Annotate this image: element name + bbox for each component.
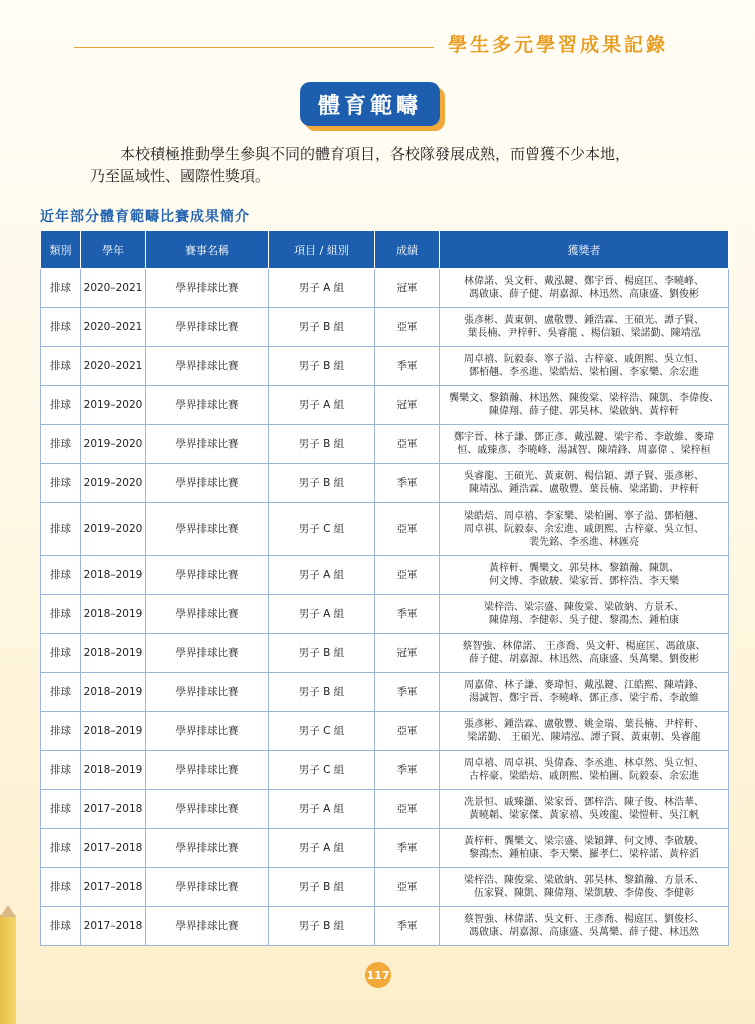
winners-cell: [440, 464, 729, 503]
table-row: [41, 907, 729, 946]
winners-line: 龔樂文、黎鎮瀚、林迅然、陳俊棠、梁梓浩、陳凱、李偉俊、: [449, 393, 719, 404]
group-cell: 男子 C 組: [269, 751, 375, 790]
year-cell: 2018–2019: [81, 712, 146, 751]
winners-line: 恒、戚臻彥、李曉峰、湯誠智、陳靖鋒、周嘉偉 、梁梓桓: [457, 445, 711, 456]
event-cell: 學界排球比賽: [146, 829, 269, 868]
winners-line: 馮啟康、胡嘉源、高康盛、吳萬樂、薛子健、林迅然: [469, 927, 699, 938]
result-cell: 季軍: [375, 829, 440, 868]
winners-cell: [440, 269, 729, 308]
year-cell: 2018–2019: [81, 673, 146, 712]
year-cell: 2020–2021: [81, 269, 146, 308]
result-cell: 季軍: [375, 907, 440, 946]
pencil-decoration: [0, 915, 16, 1024]
result-cell: 季軍: [375, 595, 440, 634]
winners-cell: [440, 673, 729, 712]
table-row: [41, 386, 729, 425]
year-cell: 2018–2019: [81, 556, 146, 595]
group-cell: 男子 A 組: [269, 269, 375, 308]
table-row: [41, 269, 729, 308]
winners-cell: [440, 308, 729, 347]
header-winners: 獲獎者: [440, 231, 729, 269]
page-header-title: 學生多元學習成果記錄: [448, 34, 669, 56]
table-row: [41, 503, 729, 556]
group-cell: 男子 B 組: [269, 425, 375, 464]
winners-line: 伍家賢、陳凱、陳偉翔、梁凱駿、李偉俊、李健彰: [474, 888, 694, 899]
winners-line: 黃梓軒、龔樂文、郭昊林、黎鎮瀚、陳凱、: [489, 563, 679, 574]
winners-cell: [440, 751, 729, 790]
winners-line: 吳睿龍、王碩光、黃東朝、楊信穎、譚子賢、張彥彬、: [464, 471, 704, 482]
winners-line: 馮啟康、薛子健、胡嘉源、林迅然、高康盛、劉俊彬: [469, 289, 699, 300]
winners-cell: [440, 634, 729, 673]
group-cell: 男子 A 組: [269, 829, 375, 868]
table-row: [41, 673, 729, 712]
category-cell: 排球: [41, 503, 81, 556]
result-cell: 季軍: [375, 673, 440, 712]
winners-cell: [440, 790, 729, 829]
intro-paragraph: [90, 143, 690, 187]
category-cell: 排球: [41, 868, 81, 907]
winners-line: 梁皓焙、周卓禧、李家樂、梁柏圖、寧子溢、鄧栢翹、: [464, 510, 704, 522]
group-cell: 男子 B 組: [269, 673, 375, 712]
table-row: [41, 634, 729, 673]
intro-line-1: 本校積極推動學生參與不同的體育項目，各校隊發展成熟，而曾獲不少本地，: [120, 145, 631, 163]
year-cell: 2017–2018: [81, 868, 146, 907]
category-cell: 排球: [41, 751, 81, 790]
event-cell: 學界排球比賽: [146, 386, 269, 425]
winners-cell: [440, 829, 729, 868]
category-cell: 排球: [41, 386, 81, 425]
table-row: [41, 751, 729, 790]
event-cell: 學界排球比賽: [146, 308, 269, 347]
result-cell: 冠軍: [375, 269, 440, 308]
group-cell: 男子 B 組: [269, 464, 375, 503]
category-cell: 排球: [41, 829, 81, 868]
result-cell: 亞軍: [375, 556, 440, 595]
pencil-tip-decoration: [0, 905, 16, 917]
winners-cell: [440, 503, 729, 556]
result-cell: 亞軍: [375, 712, 440, 751]
category-cell: 排球: [41, 673, 81, 712]
table-row: [41, 347, 729, 386]
event-cell: 學界排球比賽: [146, 425, 269, 464]
group-cell: 男子 B 組: [269, 868, 375, 907]
category-cell: 排球: [41, 347, 81, 386]
category-cell: 排球: [41, 790, 81, 829]
group-cell: 男子 B 組: [269, 308, 375, 347]
category-cell: 排球: [41, 907, 81, 946]
category-cell: 排球: [41, 308, 81, 347]
section-badge: 體育範疇: [300, 82, 440, 126]
category-cell: 排球: [41, 634, 81, 673]
result-cell: 亞軍: [375, 790, 440, 829]
table-row: [41, 556, 729, 595]
year-cell: 2018–2019: [81, 595, 146, 634]
year-cell: 2017–2018: [81, 790, 146, 829]
winners-line: 黃梓軒、龔樂文、梁宗盛、梁穎鏵、何文博、李啟駿、: [464, 836, 704, 847]
table-row: [41, 868, 729, 907]
winners-line: 張彥彬、黃東朝、盧敬豐、鍾浩霖、王碩光、譚子賢、: [464, 315, 704, 326]
event-cell: 學界排球比賽: [146, 347, 269, 386]
category-cell: 排球: [41, 556, 81, 595]
winners-line: 蔡智強、林偉諾、 王彥喬、吳文軒、楊庭匡、馮啟康、: [462, 641, 706, 652]
year-cell: 2019–2020: [81, 464, 146, 503]
event-cell: 學界排球比賽: [146, 464, 269, 503]
winners-line: 鄭宇晉、林子謙、鄧正彥、戴泓鍵、梁宇希、李敢維、麥瑋: [454, 432, 714, 443]
winners-line: 周卓禧、阮毅泰、寧子溢、古梓豪、戚朗熙、吳立恒、: [464, 354, 704, 365]
table-title: 近年部分體育範疇比賽成果簡介: [40, 209, 250, 225]
winners-cell: [440, 907, 729, 946]
result-cell: 冠軍: [375, 634, 440, 673]
winners-line: 薛子健、胡嘉源、林迅然、高康盛、吳萬樂、劉俊彬: [469, 654, 699, 665]
event-cell: 學界排球比賽: [146, 790, 269, 829]
table-row: [41, 595, 729, 634]
result-cell: 季軍: [375, 751, 440, 790]
category-cell: 排球: [41, 425, 81, 464]
group-cell: 男子 A 組: [269, 595, 375, 634]
winners-cell: [440, 386, 729, 425]
result-cell: 季軍: [375, 347, 440, 386]
winners-cell: [440, 556, 729, 595]
event-cell: 學界排球比賽: [146, 634, 269, 673]
winners-line: 古梓豪、梁皓焙、戚朗熙、梁柏圖、阮毅泰、余宏進: [469, 771, 699, 782]
group-cell: 男子 B 組: [269, 634, 375, 673]
winners-line: 何文博、李啟駿、梁家晉、鄧梓浩、李天樂: [489, 576, 679, 587]
winners-cell: [440, 712, 729, 751]
winners-line: 裴先銘、李丞進、林匯亮: [529, 536, 639, 548]
table-row: [41, 790, 729, 829]
winners-line: 梁梓浩、陳俊棠、梁啟納、郭昊林、黎鎮瀚、方景禾、: [464, 875, 704, 886]
group-cell: 男子 B 組: [269, 907, 375, 946]
table-row: [41, 464, 729, 503]
winners-line: 周卓祺、阮毅泰、余宏進、戚朗熙、古梓豪、吳立恒、: [464, 523, 704, 535]
category-cell: 排球: [41, 269, 81, 308]
table-row: [41, 308, 729, 347]
table-header-row: [41, 231, 729, 269]
winners-line: 蔡智強、林偉諾、吳文軒、王彥喬、楊庭匡、劉俊杉、: [464, 914, 704, 925]
winners-line: 黃曉韜、梁家傑、黃家禧、吳竣龍、梁愷軒、吳江帆: [469, 810, 699, 821]
year-cell: 2018–2019: [81, 751, 146, 790]
result-cell: 亞軍: [375, 425, 440, 464]
winners-line: 陳偉翔、薛子健、郭昊林、梁啟納、黃梓軒: [489, 406, 679, 417]
year-cell: 2020–2021: [81, 347, 146, 386]
header-group: 項目 / 組別: [269, 231, 375, 269]
event-cell: 學界排球比賽: [146, 269, 269, 308]
header-year: 學年: [81, 231, 146, 269]
event-cell: 學界排球比賽: [146, 556, 269, 595]
group-cell: 男子 C 組: [269, 712, 375, 751]
year-cell: 2019–2020: [81, 425, 146, 464]
table-row: [41, 829, 729, 868]
event-cell: 學界排球比賽: [146, 673, 269, 712]
winners-line: 梁梓浩、梁宗盛、陳俊棠、梁啟納、方景禾、: [484, 602, 684, 613]
table-row: [41, 425, 729, 464]
group-cell: 男子 B 組: [269, 347, 375, 386]
winners-line: 陳偉翔、李健彰、吳子健、黎鴻杰、鍾柏康: [489, 615, 679, 626]
winners-line: 鄧栢翹、李丞進、梁皓焙、梁柏圖、李家樂、余宏進: [469, 367, 699, 378]
event-cell: 學界排球比賽: [146, 907, 269, 946]
result-cell: 亞軍: [375, 868, 440, 907]
year-cell: 2019–2020: [81, 386, 146, 425]
group-cell: 男子 A 組: [269, 790, 375, 829]
winners-line: 陳靖泓、鍾浩霖、盧敬豐、葉長楠、梁諾勤、尹梓軒: [469, 484, 699, 495]
result-cell: 冠軍: [375, 386, 440, 425]
year-cell: 2017–2018: [81, 907, 146, 946]
event-cell: 學界排球比賽: [146, 712, 269, 751]
group-cell: 男子 A 組: [269, 386, 375, 425]
winners-line: 梁諾勤、 王碩光、陳靖泓、譚子賢、黃東朝、吳睿龍: [467, 732, 701, 743]
year-cell: 2017–2018: [81, 829, 146, 868]
result-cell: 亞軍: [375, 503, 440, 556]
winners-line: 湯誠智、鄭宇晉、李曉峰、鄧正彥、梁宇希、李敢維: [469, 693, 699, 704]
intro-line-2: 乃至區域性、國際性獎項。: [90, 167, 271, 185]
header-category: 類別: [41, 231, 81, 269]
winners-line: 冼景恒、戚臻灝、梁家晉、鄧梓浩、陳子俊、林浩華、: [464, 797, 704, 808]
winners-line: 葉長楠、尹梓軒、吳睿龍 、楊信穎、梁諾勤、陳靖泓: [467, 328, 701, 339]
category-cell: 排球: [41, 595, 81, 634]
winners-cell: [440, 425, 729, 464]
event-cell: 學界排球比賽: [146, 868, 269, 907]
header-event: 賽事名稱: [146, 231, 269, 269]
year-cell: 2018–2019: [81, 634, 146, 673]
winners-line: 林偉諾、吳文軒、戴泓鍵、鄭宇晉、楊庭匡、李曉峰、: [464, 276, 704, 287]
winners-cell: [440, 868, 729, 907]
event-cell: 學界排球比賽: [146, 595, 269, 634]
category-cell: 排球: [41, 464, 81, 503]
year-cell: 2020–2021: [81, 308, 146, 347]
result-cell: 亞軍: [375, 308, 440, 347]
winners-line: 張彥彬、鍾浩霖、盧敬豐、姚金瑞、葉長楠、尹梓軒、: [464, 719, 704, 730]
year-cell: 2019–2020: [81, 503, 146, 556]
table-row: [41, 712, 729, 751]
category-cell: 排球: [41, 712, 81, 751]
winners-cell: [440, 595, 729, 634]
event-cell: 學界排球比賽: [146, 751, 269, 790]
results-table: [40, 230, 729, 946]
event-cell: 學界排球比賽: [146, 503, 269, 556]
winners-line: 周嘉偉、林子謙、麥瑋恒、戴泓鍵、江皓熙、陳靖鋒、: [464, 680, 704, 691]
winners-line: 黎鴻杰、鍾柏康、李天樂、羅孝仁、梁梓諾、黃梓滔: [469, 849, 699, 860]
winners-line: 周卓禧、周卓祺、吳偉森、李丞進、林卓然、吳立恒、: [464, 758, 704, 769]
winners-cell: [440, 347, 729, 386]
result-cell: 季軍: [375, 464, 440, 503]
header-rule: [74, 47, 434, 48]
header-result: 成績: [375, 231, 440, 269]
page-number: 117: [365, 962, 391, 988]
group-cell: 男子 A 組: [269, 556, 375, 595]
group-cell: 男子 C 組: [269, 503, 375, 556]
